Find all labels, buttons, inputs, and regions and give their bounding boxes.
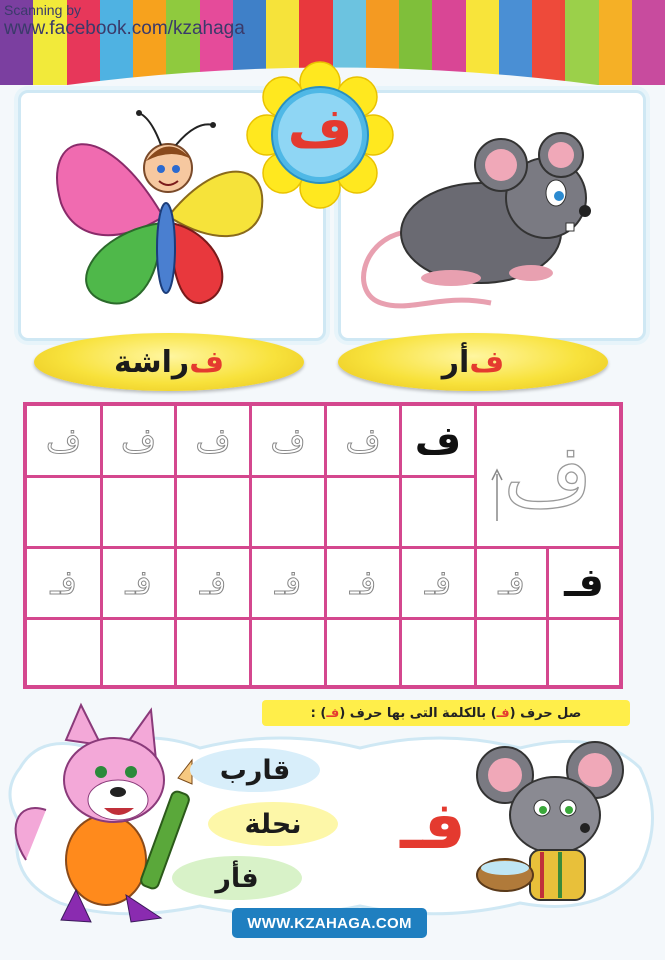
model-letter-isolated: ف [414,417,462,464]
stroke-arrow-icon [487,466,507,526]
watermark-url: www.facebook.com/kzahaga [4,18,245,39]
watermark-line1: Scanning by [4,2,82,18]
trace-cell: فـ [498,563,525,603]
word-label-mouse-black: أر [441,344,470,380]
letter-flower [245,60,395,210]
word-label-mouse-red: ف [469,344,505,380]
trace-cell: فـ [199,563,227,603]
trace-cell: ف [345,420,381,461]
trace-cell: فـ [274,563,302,603]
word-label-butterfly [34,333,304,391]
footer-website[interactable]: WWW.KZAHAGA.COM [232,908,427,938]
instruction-text-b: ) بالكلمة التى بها حرف ( [339,705,497,721]
matching-letter[interactable]: فـ [400,786,466,864]
word-option-3[interactable]: فأر [172,856,302,900]
main-letter: ف [287,95,353,161]
word-label-butterfly-black: راشة [113,344,190,380]
watermark [4,2,245,40]
instruction-letter-a: فـ [496,705,510,721]
mouse-with-bowl-illustration [470,740,650,920]
trace-cell: فـ [125,563,152,603]
exercise-instruction [262,700,630,726]
grid-line [27,617,619,620]
fox-illustration [6,700,216,930]
trace-cell: فـ [424,563,452,603]
trace-cell: ف [120,420,157,461]
instruction-letter-b: فـ [326,705,340,721]
trace-cell: فـ [349,563,377,603]
trace-cell: ف [45,420,82,461]
tracing-grid [23,402,623,689]
word-option-2[interactable]: نحلة [208,802,338,846]
word-label-mouse [338,333,608,391]
word-option-1[interactable]: قارب [190,748,320,792]
trace-cell: فـ [50,563,77,603]
instruction-text-a: صل حرف ( [509,705,582,721]
trace-cell: ف [270,420,306,461]
trace-cell: ف [195,420,231,461]
big-trace-letter: ف [503,426,593,526]
grid-line [27,475,477,478]
instruction-text-c: ) : [310,705,327,721]
model-letter-initial: فـ [564,560,604,606]
word-label-butterfly-red: ف [189,344,225,380]
